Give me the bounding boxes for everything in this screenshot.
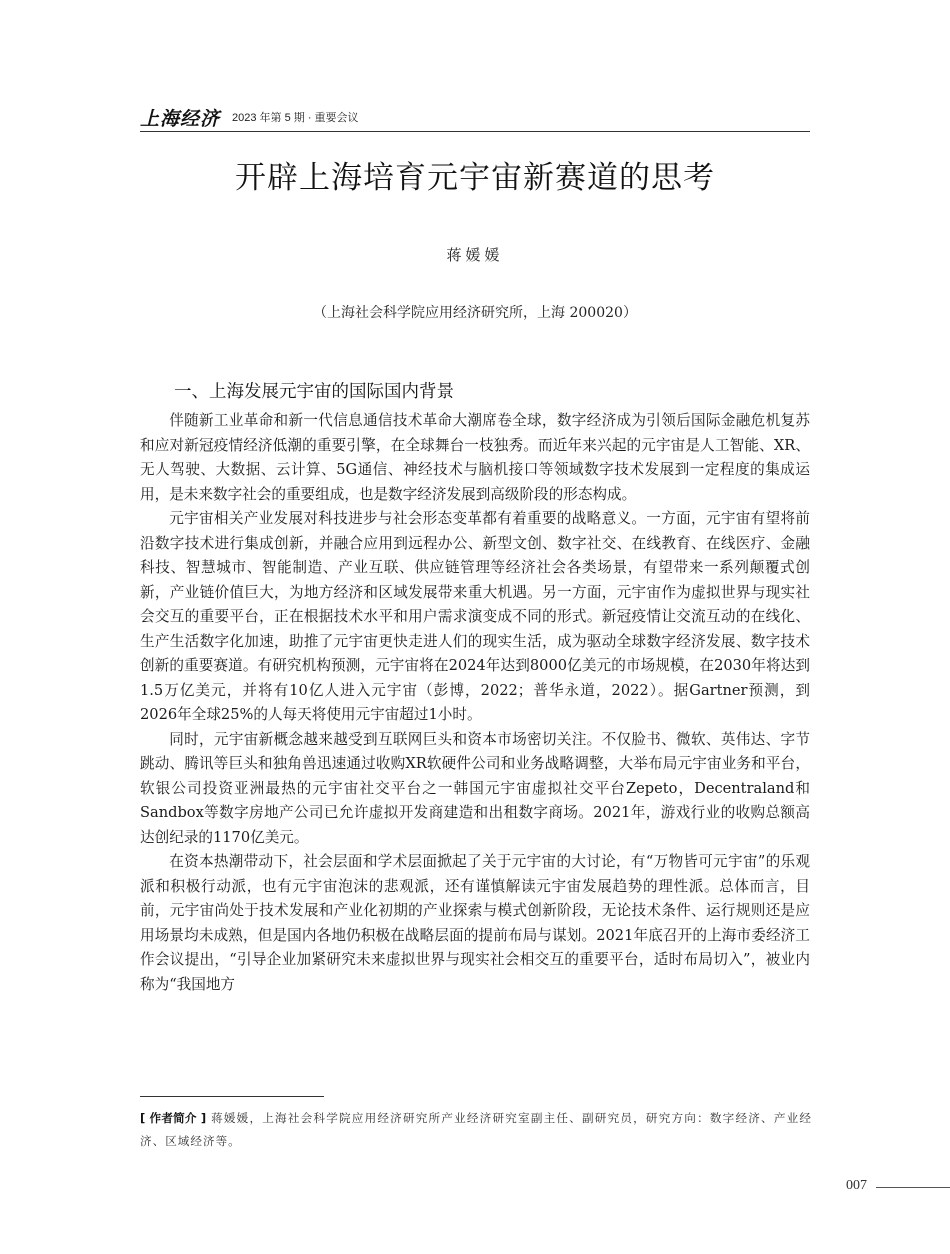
footnote-text: 蒋媛媛，上海社会科学院应用经济研究所产业经济研究室副主任、副研究员，研究方向：数字经济、产业经济、区域经济等。 — [140, 1111, 812, 1148]
paragraph: 在资本热潮带动下，社会层面和学术层面掀起了关于元宇宙的大讨论，有“万物皆可元宇宙”的乐观派和积极行动派，也有元宇宙泡沫的悲观派，还有谨慎解读元宇宙发展趋势的理性派。总体而言，目前，元宇宙尚处于技术发展和产业化初期的产业探索与模式创新阶段，无论技术条件、运行规则还是应用场景均未成熟，但是国内各地仍积极在战略层面的提前布局与谋划。2021年底召开的上海市委经济工作会议提出，“引导企业加紧研究未来虚拟世界与现实社会相交互的重要平台，适时布局切入”，被业内称为“我国地方 — [140, 853, 810, 993]
article-title: 开辟上海培育元宇宙新赛道的思考 — [235, 160, 715, 196]
page-number-rule — [876, 1187, 950, 1188]
journal-logo: 上海经济 — [140, 108, 221, 130]
author-footnote — [140, 1107, 812, 1153]
paragraph: 伴随新工业革命和新一代信息通信技术革命大潮席卷全球，数字经济成为引领后国际金融危机复苏和应对新冠疫情经济低潮的重要引擎，在全球舞台一枝独秀。而近年来兴起的元宇宙是人工智能、XR、无人驾驶、大数据、云计算、5G通信、神经技术与脑机接口等领域数字技术发展到一定程度的集成运用，是未来数字社会的重要组成，也是数字经济发展到高级阶段的形态构成。 — [140, 412, 810, 503]
footnote-rule — [140, 1096, 324, 1097]
running-header — [140, 104, 810, 128]
page-number: 007 — [846, 1178, 867, 1193]
article-body — [140, 409, 810, 997]
footnote-label: [ 作者简介 ] — [140, 1111, 207, 1125]
header-rule — [140, 131, 810, 132]
paragraph: 元宇宙相关产业发展对科技进步与社会形态变革都有着重要的战略意义。一方面，元宇宙有望将前沿数字技术进行集成创新，并融合应用到远程办公、新型文创、数字社交、在线教育、在线医疗、金融科技、智慧城市、智能制造、产业互联、供应链管理等经济社会各类场景，有望带来一系列颠覆式创新，产业链价值巨大，为地方经济和区域发展带来重大机遇。另一方面，元宇宙作为虚拟世界与现实社会交互的重要平台，正在根据技术水平和用户需求演变成不同的形式。新冠疫情让交流互动的在线化、生产生活数字化加速，助推了元宇宙更快走进人们的现实生活，成为驱动全球数字经济发展、数字技术创新的重要赛道。有研究机构预测，元宇宙将在2024年达到8000亿美元的市场规模，在2030年将达到1.5万亿美元，并将有10亿人进入元宇宙（彭博，2022；普华永道，2022）。据Gartner预测，到2026年全球25%的人每天将使用元宇宙超过1小时。 — [140, 510, 810, 723]
section-heading: 一、上海发展元宇宙的国际国内背景 — [174, 382, 454, 402]
paragraph: 同时，元宇宙新概念越来越受到互联网巨头和资本市场密切关注。不仅脸书、微软、英伟达、字节跳动、腾讯等巨头和独角兽迅速通过收购XR软硬件公司和业务战略调整，大举布局元宇宙业务和平台，软银公司投资亚洲最热的元宇宙社交平台之一韩国元宇宙虚拟社交平台Zepeto，Decentraland和Sandbox等数字房地产公司已允许虚拟开发商建造和出租数字商场。2021年，游戏行业的收购总额高达创纪录的1170亿美元。 — [140, 730, 810, 846]
author-affiliation: （上海社会科学院应用经济研究所，上海 200020） — [313, 305, 637, 321]
author-name: 蒋媛媛 — [446, 246, 504, 264]
issue-info: 2023 年第 5 期 · 重要会议 — [232, 112, 359, 124]
